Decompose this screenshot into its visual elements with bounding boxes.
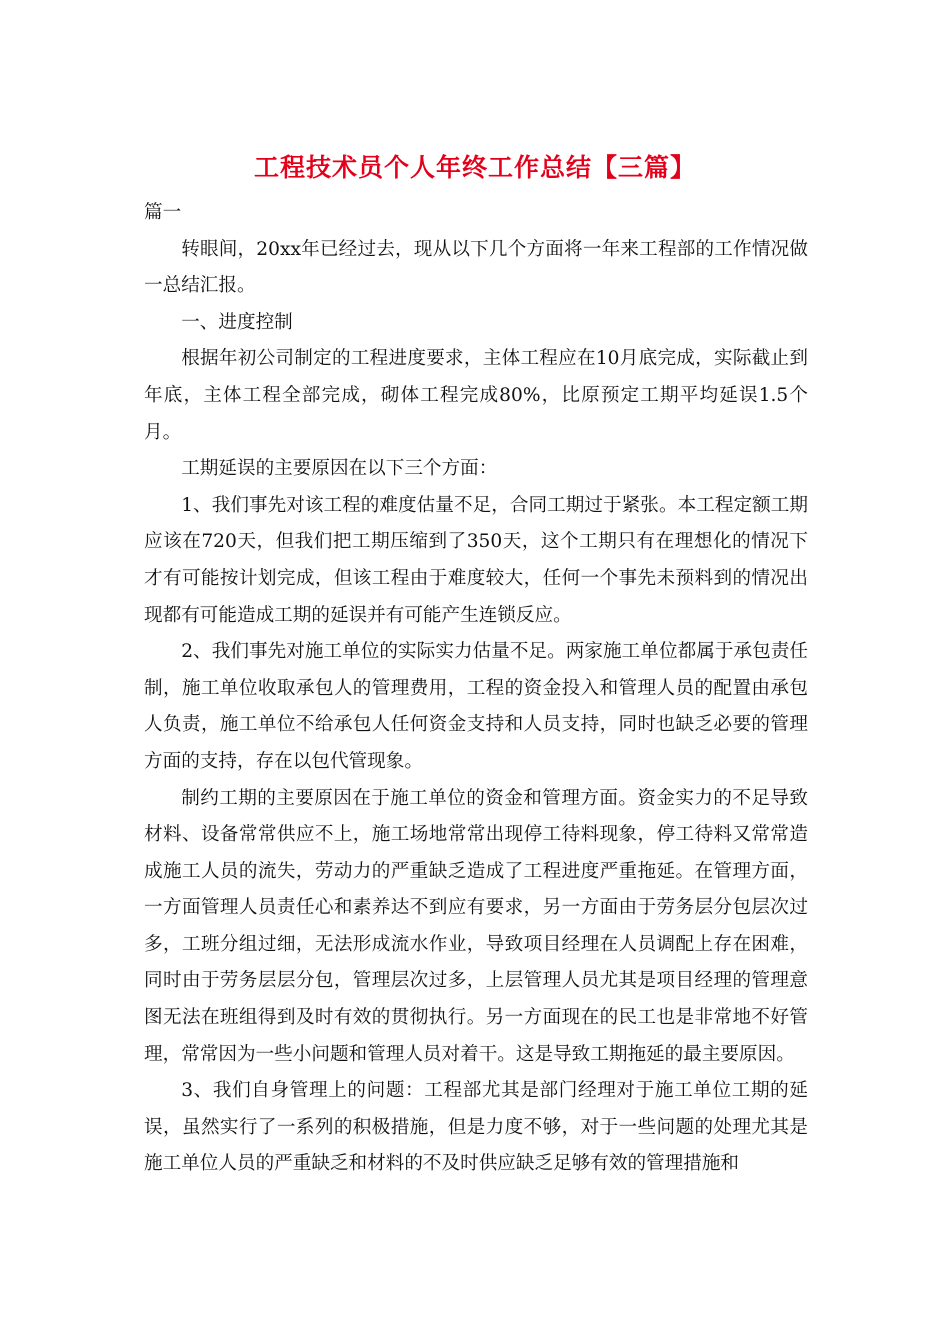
paragraph-constraints: 制约工期的主要原因在于施工单位的资金和管理方面。资金实力的不足导致材料、设备常常供应不上，施工场地常常出现停工待料现象，停工待料又常常造成施工人员的流失，劳动力的严重缺乏造成了工程进度严重拖延。在管理方面，一方面管理人员责任心和素养达不到应有要求，另一方面由于劳务层分包层次过多，工班分组过细，无法形成流水作业，导致项目经理在人员调配上存在困难，同时由于劳务层层分包，管理层次过多，上层管理人员尤其是项目经理的管理意图无法在班组得到及时有效的贯彻执行。另一方面现在的民工也是非常地不好管理，常常因为一些小问题和管理人员对着干。这是导致工期拖延的最主要原因。 — [144, 787, 808, 1065]
paragraph-reason-2: 2、我们事先对施工单位的实际实力估量不足。两家施工单位都属于承包责任制，施工单位收取承包人的管理费用，工程的资金投入和管理人员的配置由承包人负责，施工单位不给承包人任何资金支持和人员支持，同时也缺乏必要的管理方面的支持，存在以包代管现象。 — [144, 641, 808, 772]
heading-progress-control: 一、进度控制 — [181, 311, 293, 333]
document-title: 工程技术员个人年终工作总结【三篇】 — [253, 153, 696, 182]
paragraph-reason-1: 1、我们事先对该工程的难度估量不足，合同工期过于紧张。本工程定额工期应该在720天，但我们把工期压缩到了350天，这个工期只有在理想化的情况下才有可能按计划完成，但该工程由于难度较大，任何一个事先未预料到的情况出现都有可能造成工期的延误并有可能产生连锁反应。 — [144, 494, 808, 626]
paragraph-delay-reasons-intro: 工期延误的主要原因在以下三个方面： — [181, 458, 498, 480]
paragraph-reason-3: 3、我们自身管理上的问题：工程部尤其是部门经理对于施工单位工期的延误，虽然实行了一系列的积极措施，但是力度不够，对于一些问题的处理尤其是施工单位人员的严重缺乏和材料的不及时供应缺乏足够有效的管理措施和 — [144, 1080, 808, 1175]
paragraph-progress-status: 根据年初公司制定的工程进度要求，主体工程应在10月底完成，实际截止到年底，主体工程全部完成，砌体工程完成80%，比原预定工期平均延误1.5个月。 — [144, 348, 808, 443]
document-body — [144, 195, 808, 1183]
paragraph-intro: 转眼间，20xx年已经过去，现从以下几个方面将一年来工程部的工作情况做一总结汇报。 — [144, 238, 808, 297]
section-label: 篇一 — [144, 202, 182, 223]
